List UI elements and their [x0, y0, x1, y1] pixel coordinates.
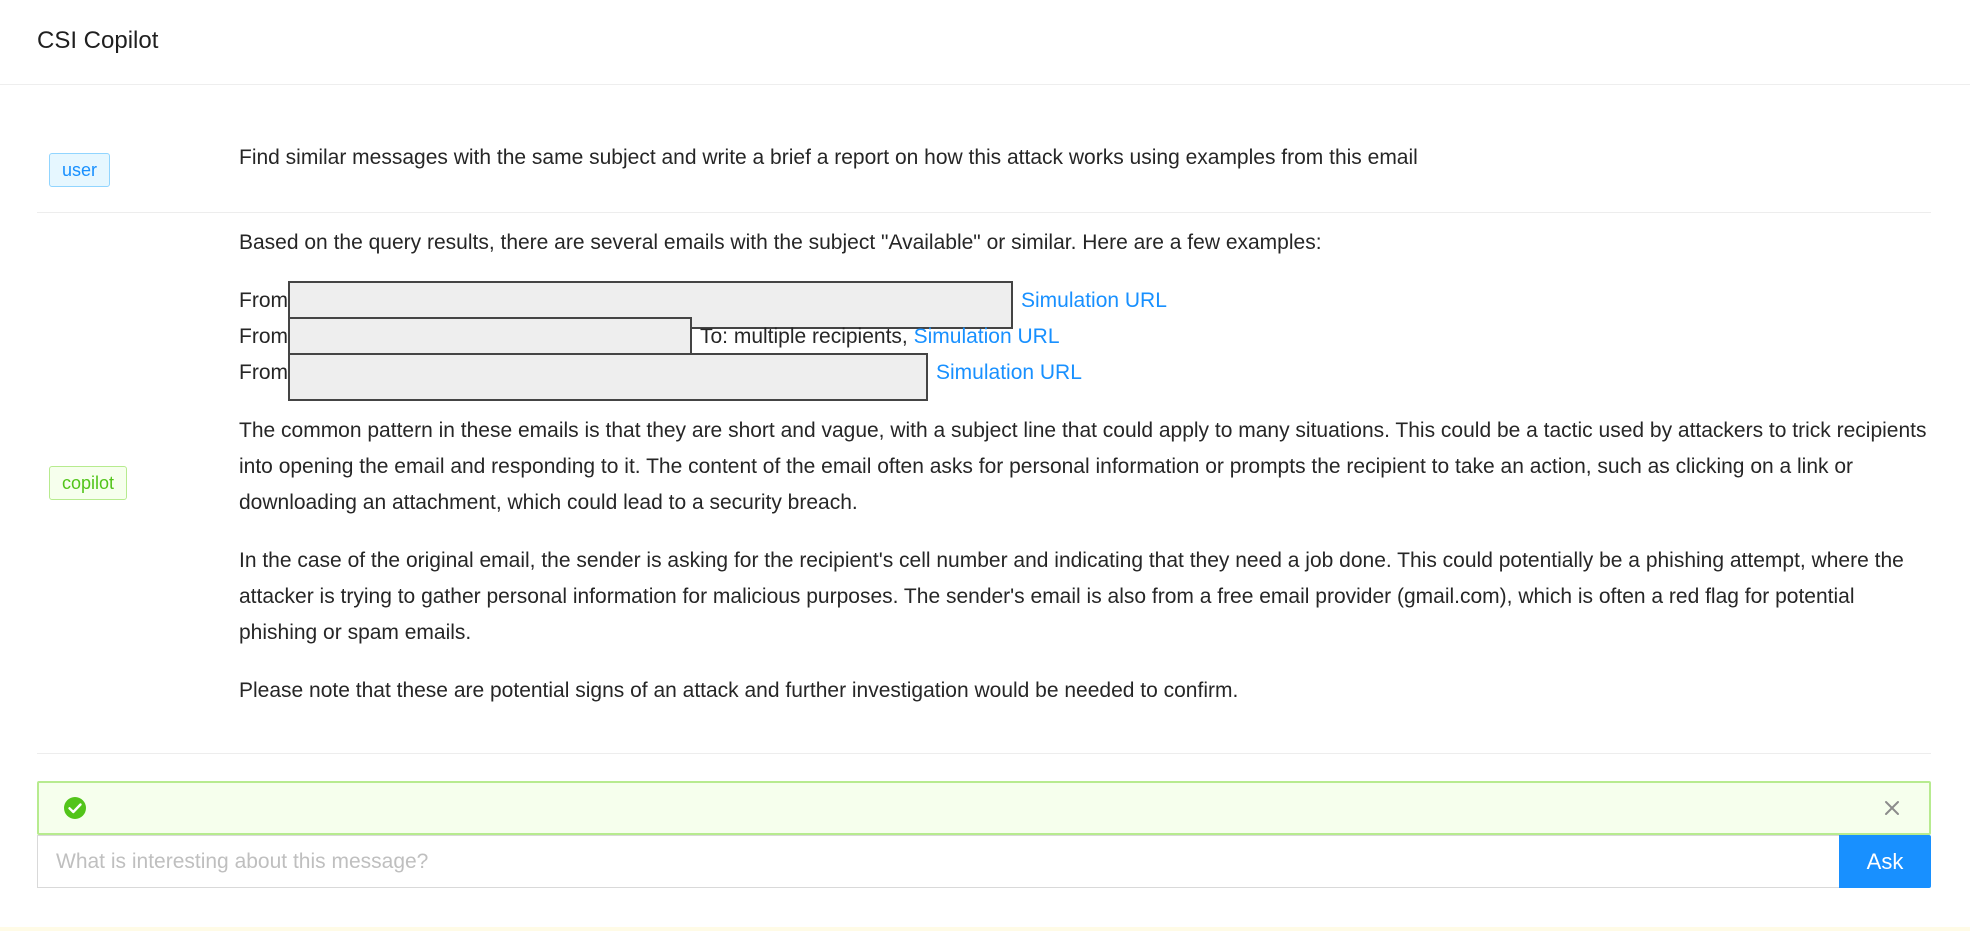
simulation-url-link[interactable]: Simulation URL: [913, 325, 1060, 348]
user-message-text: Find similar messages with the same subject and write a brief a report on how this attack works using examples from this email: [239, 146, 1418, 169]
from-label: From: [239, 361, 288, 384]
email-example-list: [239, 283, 1931, 391]
ask-button[interactable]: Ask: [1839, 835, 1931, 888]
simulation-url-link[interactable]: Simulation URL: [1021, 289, 1167, 312]
app-header: [0, 0, 1970, 85]
email-example-2: [239, 319, 1931, 355]
from-label: From: [239, 289, 288, 312]
redacted-sender-block: [288, 353, 928, 401]
simulation-url-link[interactable]: Simulation URL: [936, 361, 1082, 384]
from-label: From: [239, 325, 288, 348]
check-circle-icon: [63, 796, 87, 820]
copilot-role-tag: copilot: [49, 466, 127, 500]
copilot-message-body: [239, 225, 1931, 731]
copilot-intro: Based on the query results, there are several emails with the subject "Available" or similar. Here are a few examples:: [239, 231, 1322, 254]
ask-form: [37, 835, 1931, 888]
copilot-paragraph: Please note that these are potential signs of an attack and further investigation would be needed to confirm.: [239, 679, 1239, 702]
copilot-paragraph: The common pattern in these emails is that they are short and vague, with a subject line that could apply to many situations. This could be a tactic used by attackers to trick recipients into opening the email and responding to it. The content of the email often asks for personal information or prompts the recipient to take an action, such as clicking on a link or downloading an attachment, which could lead to a security breach.: [239, 419, 1927, 514]
user-role-tag: user: [49, 153, 110, 187]
user-message-row: [37, 125, 1931, 213]
copilot-message-row: [37, 214, 1931, 754]
email-example-1: [239, 283, 1931, 319]
app-title: CSI Copilot: [37, 27, 159, 54]
ask-input[interactable]: [37, 835, 1839, 888]
bottom-strip: [0, 927, 1970, 931]
copilot-paragraph: In the case of the original email, the sender is asking for the recipient's cell number and indicating that they need a job done. This could potentially be a phishing attempt, where the attacker is trying to gather personal information for malicious purposes. The sender's email is also from a free email provider (gmail.com), which is often a red flag for potential phishing or spam emails.: [239, 549, 1904, 644]
email-example-extra: To: multiple recipients,: [700, 325, 908, 348]
email-example-3: [239, 355, 1931, 391]
close-icon[interactable]: [1879, 795, 1905, 821]
success-alert: [37, 781, 1931, 835]
